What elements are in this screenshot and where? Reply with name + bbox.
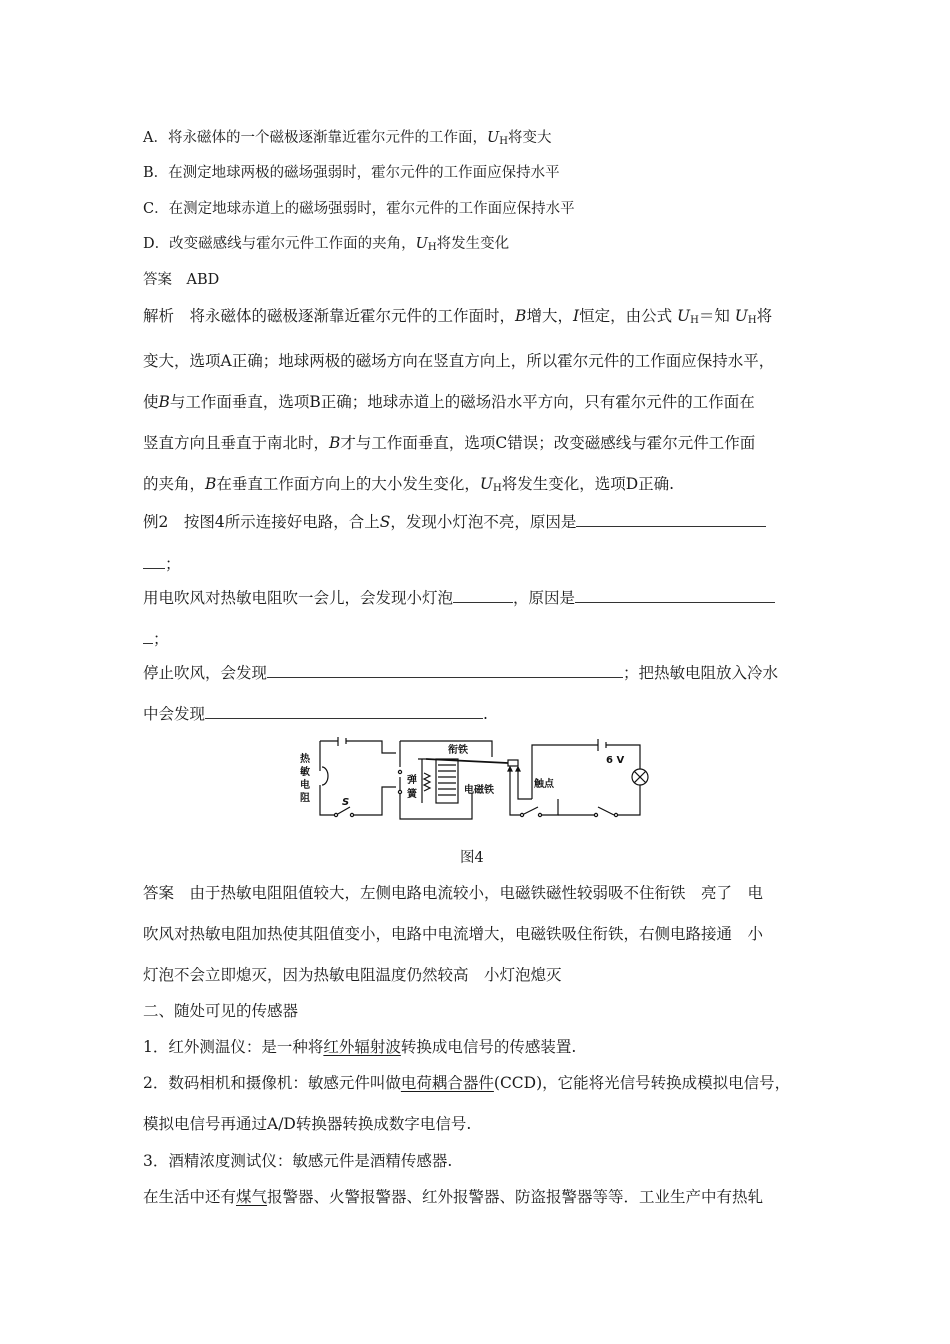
blank-3[interactable] [575, 586, 775, 603]
contact-wire-right [518, 771, 532, 799]
blank-3-cont[interactable] [143, 627, 153, 644]
switch-s-label: S [342, 797, 350, 808]
blank-4[interactable] [267, 661, 623, 678]
blank-1[interactable] [576, 510, 766, 527]
thermistor-label-1: 热 [300, 754, 310, 765]
left-top-wire [320, 741, 396, 753]
answer2-line-1: 答案 由于热敏电阻阻值较大，左侧电路电流较小，电磁铁磁性较弱吸不住衔铁 亮了 电 [143, 884, 764, 902]
section2-item-1: 1．红外测温仪：是一种将红外辐射波转换成电信号的传感装置. [143, 1038, 577, 1056]
contact-pin-1 [508, 767, 512, 771]
analysis-line-1: 解析 将永磁体的磁极逐渐靠近霍尔元件的工作面时，B增大，I恒定，由公式 $U_H=$知 $U_H$将 [143, 307, 773, 326]
electromagnet-label: 电磁铁 [464, 785, 494, 796]
answer-1: 答案 ABD [143, 272, 220, 288]
analysis-line-2: 变大，选项A正确；地球两极的磁场方向在竖直方向上，所以霍尔元件的工作面应保持水平， [143, 352, 775, 370]
example2-line-6: 中会发现 . [143, 702, 823, 725]
contact-pin-2 [516, 767, 520, 771]
armature-contact [508, 760, 518, 766]
blank-5[interactable] [205, 702, 483, 719]
switch-pin-6 [594, 813, 597, 816]
contact-label: 触点 [534, 779, 554, 790]
armature-lever [426, 759, 508, 763]
option-c: C．在测定地球赤道上的磁场强弱时，霍尔元件的工作面应保持水平 [143, 201, 575, 217]
switch-pin-1 [334, 813, 337, 816]
option-d: D．改变磁感线与霍尔元件工作面的夹角，$U_H$将发生变化 [143, 236, 510, 253]
figure-caption: 图4 [460, 850, 484, 866]
section2-paragraph: 在生活中还有煤气报警器、火警报警器、红外报警器、防盗报警器等等．工业生产中有热轧 [143, 1188, 764, 1206]
armature-label: 衔铁 [448, 745, 468, 756]
relay-circuit-figure [296, 737, 660, 823]
coil-windings [438, 765, 456, 795]
relay-terminal-2 [398, 790, 401, 793]
spring-label-1: 弹 [407, 775, 417, 786]
spring-label-2: 簧 [407, 789, 417, 800]
section2-item-3: 3．酒精浓度测试仪：敏感元件是酒精传感器. [143, 1152, 453, 1170]
thermistor-symbol [322, 767, 328, 785]
analysis-line-3: 使B与工作面垂直，选项B正确；地球赤道上的磁场沿水平方向，只有霍尔元件的工作面在 [143, 393, 755, 411]
answer2-line-2: 吹风对热敏电阻加热使其阻值变小，电路中电流增大，电磁铁吸住衔铁，右侧电路接通 小 [143, 925, 764, 943]
section2-item-2-cont: 模拟电信号再通过A/D转换器转换成数字电信号. [143, 1115, 472, 1133]
option-a: A．将永磁体的一个磁极逐渐靠近霍尔元件的工作面，$U_H$将变大 [143, 130, 552, 147]
example2-line-2: ； [143, 552, 823, 575]
left-vertical-wire-bottom [320, 785, 336, 815]
switch-pin-2 [350, 813, 353, 816]
example2-line-1: 例2 按图4所示连接好电路，合上S，发现小灯泡不亮，原因是 [143, 510, 823, 533]
relay-terminal-1 [398, 770, 401, 773]
example2-line-3: 用电吹风对热敏电阻吹一会儿，会发现小灯泡 ，原因是 [143, 586, 823, 609]
spring-post [418, 759, 426, 803]
section2-title: 二、随处可见的传感器 [143, 1002, 299, 1020]
thermistor-label-4: 阻 [300, 793, 310, 804]
blank-2[interactable] [453, 586, 513, 603]
thermistor-label-3: 电 [300, 780, 310, 791]
contact-wire-left [510, 771, 558, 815]
voltage-label: 6 V [606, 755, 625, 766]
analysis-line-4: 竖直方向且垂直于南北时，B才与工作面垂直，选项C错误；改变磁感线与霍尔元件工作面 [143, 434, 756, 452]
lamp-cross [634, 771, 646, 783]
section2-item-2: 2．数码相机和摄像机：敏感元件叫做电荷耦合器件(CCD)，它能将光信号转换成模拟电信号， [143, 1074, 791, 1092]
analysis-line-5: 的夹角，B在垂直工作面方向上的大小发生变化，$U_H$将发生变化，选项D正确. [143, 475, 675, 494]
answer2-line-3: 灯泡不会立即熄灭，因为热敏电阻温度仍然较高 小灯泡熄灭 [143, 966, 562, 984]
spring-symbol [424, 773, 430, 791]
switch-pin-3 [520, 813, 523, 816]
switch-pin-5 [614, 813, 617, 816]
blank-1-cont[interactable] [143, 552, 165, 569]
right-bottom-wire [558, 785, 640, 815]
right-top-wire [532, 745, 640, 799]
thermistor-label-2: 敏 [300, 767, 310, 778]
example2-line-5: 停止吹风，会发现 ；把热敏电阻放入冷水 [143, 661, 823, 684]
example2-line-4: ； [143, 627, 823, 650]
option-b: B．在测定地球两极的磁场强弱时，霍尔元件的工作面应保持水平 [143, 165, 560, 181]
switch-pin-4 [538, 813, 541, 816]
